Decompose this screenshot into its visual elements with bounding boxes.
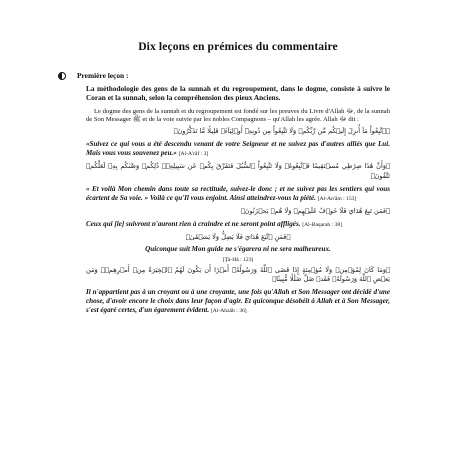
verse-translation [86, 185, 390, 204]
translation-text: Il n'appartient pas à un croyant ou à une croyante, une fois qu'Allah et Son Messager ont décidé d'une chose, d'avoir encore le choix dans leur façon d'agir. Et quiconque désobéit à Allah et à Son Messager, s'est égaré certes, d'un égarement évident. [86, 287, 390, 315]
arabic-verse: ﴿وَمَا كَانَ لِمُؤۡمِنٖ وَلَا مُؤۡمِنَةٍ إِذَا قَضَى ٱللَّهُ وَرَسُولُهُۥٓ أَمۡرًا أَن يَكُونَ لَهُمُ ٱلۡخِيَرَةُ مِنۡ أَمۡرِهِمۡۗ وَمَن يَعۡصِ ٱللَّهَ وَرَسُولَهُۥ فَقَدۡ ضَلَّ ضَلَٰلٗا مُّبِينٗا﴾ [86, 265, 390, 284]
translation-text: «Suivez ce qui vous a été descendu venant de votre Seigneur et ne suivez pas d'autres alliés que Lui. Mais vous vous souvenez peu.» [86, 140, 390, 158]
verse-reference: [Al-A'râf : 3] [178, 151, 209, 158]
lesson-heading-text: Première leçon : [77, 71, 129, 80]
intro-paragraph: Le dogme des gens de la sunnah et du regroupement est fondé sur les preuves du Livre d'Allah ﷻ, de la sunnah de Son Messager ﷺ et de la voie suivie par les nobles Compagnons – qu'Allah les agrée. Allah ﷻ dit : [86, 107, 390, 123]
translation-text: Ceux qui [le] suivront n'auront rien à craindre et ne seront point affligés. [86, 219, 301, 228]
verse-reference: [Al-Baqarah : 38] [302, 221, 343, 228]
arabic-verse: ﴿فَمَنِ ٱتَّبَعَ هُدَايَ فَلَا يَضِلُّ وَلَا يَشۡقَىٰ﴾ [185, 232, 291, 241]
page-title: Dix leçons en prémices du commentaire [138, 40, 338, 53]
bullet-icon [58, 72, 66, 80]
verse-translation [86, 220, 390, 230]
verse-reference: [Ţâ-Hâ : 123] [222, 256, 254, 263]
arabic-verse: ﴿فَمَن تَبِعَ هُدَايَ فَلَا خَوۡفٌ عَلَيۡهِمۡ وَلَا هُمۡ يَحۡزَنُونَ﴾ [240, 207, 390, 215]
arabic-verse: ﴿ٱتَّبِعُواْ مَآ أُنزِلَ إِلَيۡكُم مِّن رَّبِّكُمۡ وَلَا تَتَّبِعُواْ مِن دُونِهِۦٓ أَوۡلِيَآءَۗ قَلِيلٗا مَّا تَذَكَّرُونَ﴾ [173, 127, 390, 136]
verse-translation: Quiconque suit Mon guide ne s'égarera ni ne sera malheureux. [145, 245, 331, 254]
verse-reference: [Al-An'âm : 153] [317, 195, 357, 202]
lesson-heading [58, 71, 390, 80]
translation-text: « Et voilà Mon chemin dans toute sa rectitude, suivez-le donc ; et ne suivez pas les sentiers qui vous écartent de Sa voie. » Voilà ce qu'Il vous enjoint. Ainsi atteindrez-vous la piété. [86, 184, 390, 202]
verse-translation [86, 288, 390, 317]
verse-translation [86, 140, 390, 159]
lesson-subtitle: La méthodologie des gens de la sunnah et du regroupement, dans le dogme, consiste à suivre le Coran et la sunnah, selon la compréhension des pieux Anciens. [86, 84, 390, 103]
arabic-verse: ﴿وَأَنَّ هَٰذَا صِرَٰطِي مُسۡتَقِيمٗا فَٱتَّبِعُوهُۖ وَلَا تَتَّبِعُواْ ٱلسُّبُلَ فَتَفَرَّقَ بِكُمۡ عَن سَبِيلِهِۦۚ ذَٰلِكُمۡ وَصَّىٰكُم بِهِۦ لَعَلَّكُمۡ تَتَّقُونَ﴾ [86, 162, 390, 180]
verse-reference: [Al-Ahzâb : 36] [210, 308, 247, 315]
